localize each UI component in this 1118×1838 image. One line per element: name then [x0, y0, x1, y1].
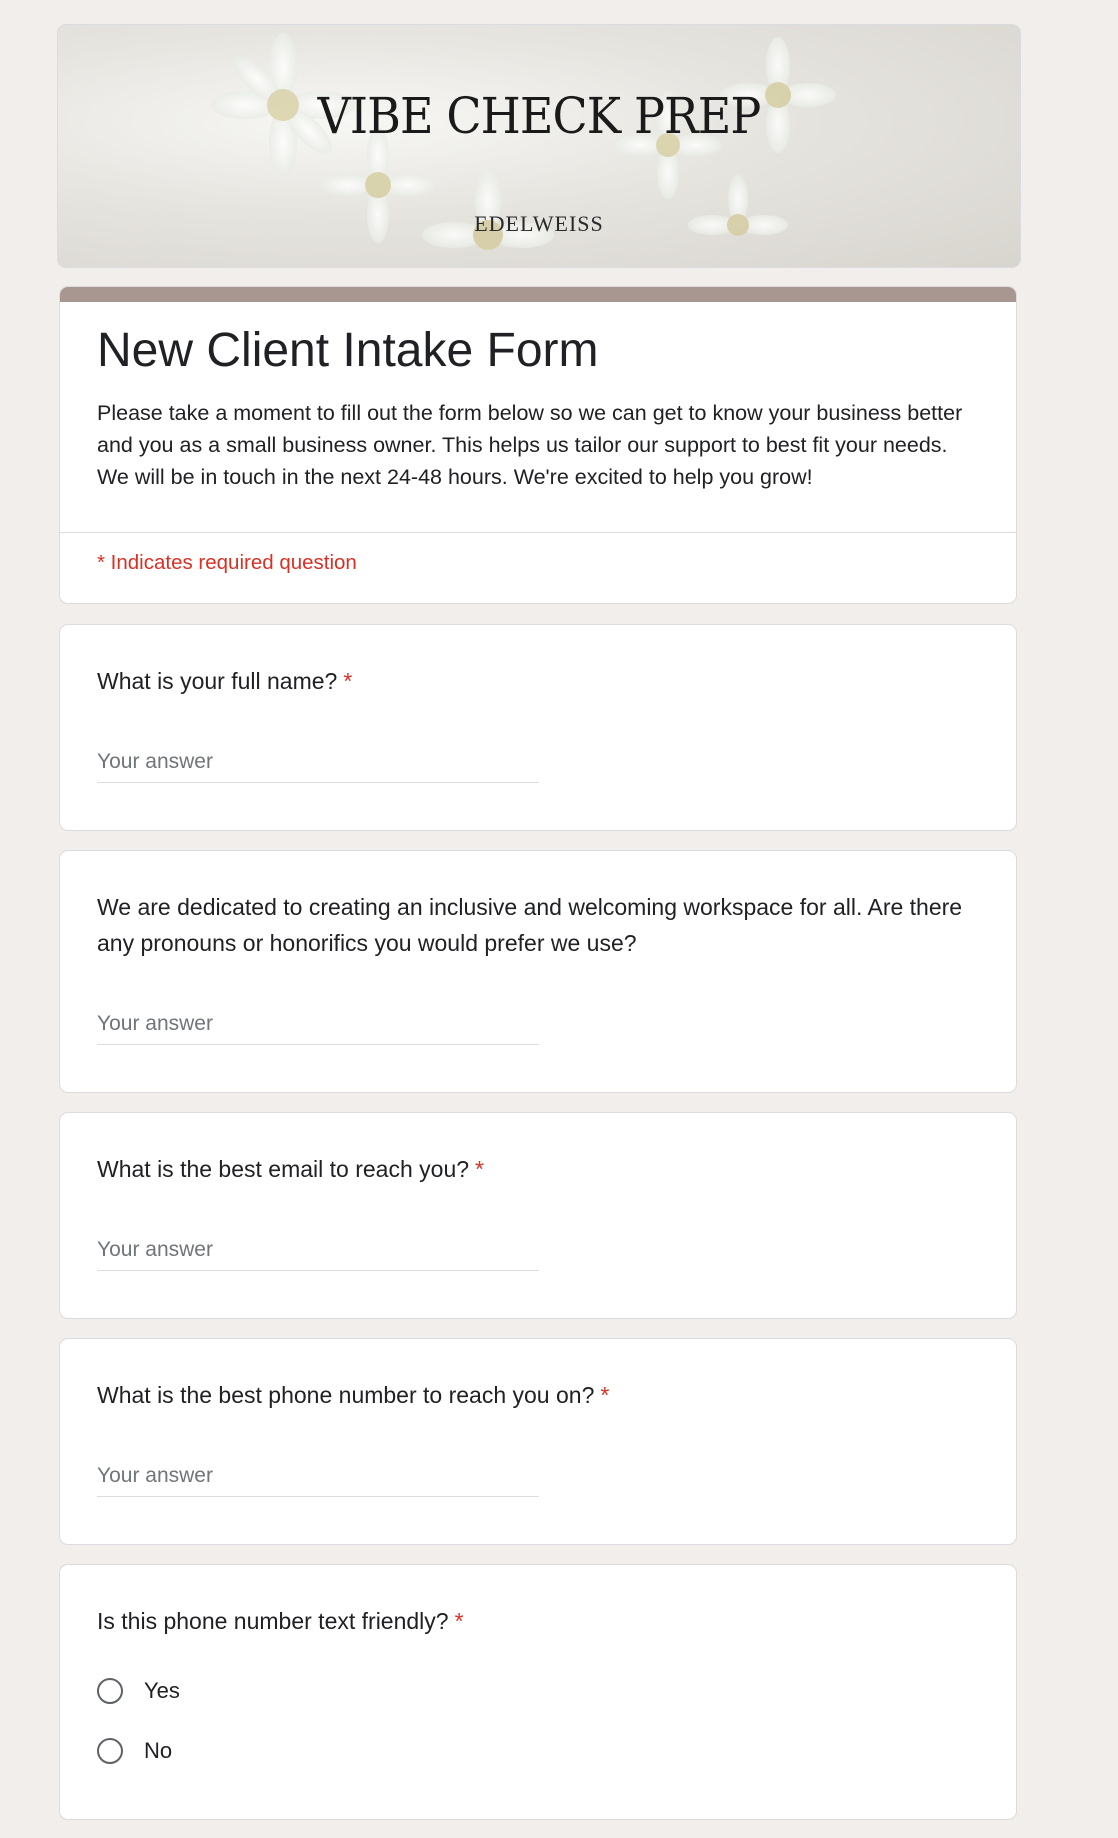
question-card-email	[59, 1112, 1017, 1319]
radio-option-no[interactable]	[97, 1734, 172, 1768]
banner-title: VIBE CHECK PREP	[317, 87, 761, 145]
question-label: What is the best phone number to reach you on? *	[97, 1382, 610, 1408]
question-card-phone	[59, 1338, 1017, 1545]
form-description: Please take a moment to fill out the form below so we can get to know your business better and you as a small business owner. This helps us tailor our support to best fit your needs. We will be in touch in the next 24-48 hours. We're excited to help you grow!	[97, 401, 963, 489]
question-label: We are dedicated to creating an inclusive and welcoming workspace for all. Are there any pronouns or honorifics you would prefer we use?	[97, 894, 963, 956]
divider	[60, 532, 1016, 533]
required-note: * Indicates required question	[97, 551, 357, 574]
radio-button-icon[interactable]	[97, 1678, 123, 1704]
phone-input[interactable]	[97, 1456, 539, 1497]
form-title: New Client Intake Form	[97, 324, 599, 377]
radio-label-no: No	[144, 1738, 173, 1763]
required-asterisk: *	[454, 1608, 464, 1634]
question-label: What is the best email to reach you? *	[97, 1156, 484, 1182]
email-input[interactable]	[97, 1230, 539, 1271]
brand-name: EDELWEISS	[474, 211, 604, 236]
radio-option-yes[interactable]	[97, 1674, 180, 1708]
required-asterisk: *	[475, 1156, 484, 1182]
question-label: Is this phone number text friendly? *	[97, 1608, 464, 1634]
header-banner-image	[57, 24, 1021, 268]
question-card-full-name	[59, 624, 1017, 831]
radio-button-icon[interactable]	[97, 1738, 123, 1764]
form-header-card	[59, 286, 1017, 604]
question-label: What is your full name? *	[97, 668, 353, 694]
accent-bar	[60, 287, 1016, 302]
question-card-pronouns	[59, 850, 1017, 1093]
pronouns-input[interactable]	[97, 1004, 539, 1045]
required-asterisk: *	[343, 668, 353, 694]
required-asterisk: *	[600, 1382, 610, 1408]
question-card-text-friendly	[59, 1564, 1017, 1820]
radio-label-yes: Yes	[144, 1678, 180, 1703]
full-name-input[interactable]	[97, 742, 539, 783]
